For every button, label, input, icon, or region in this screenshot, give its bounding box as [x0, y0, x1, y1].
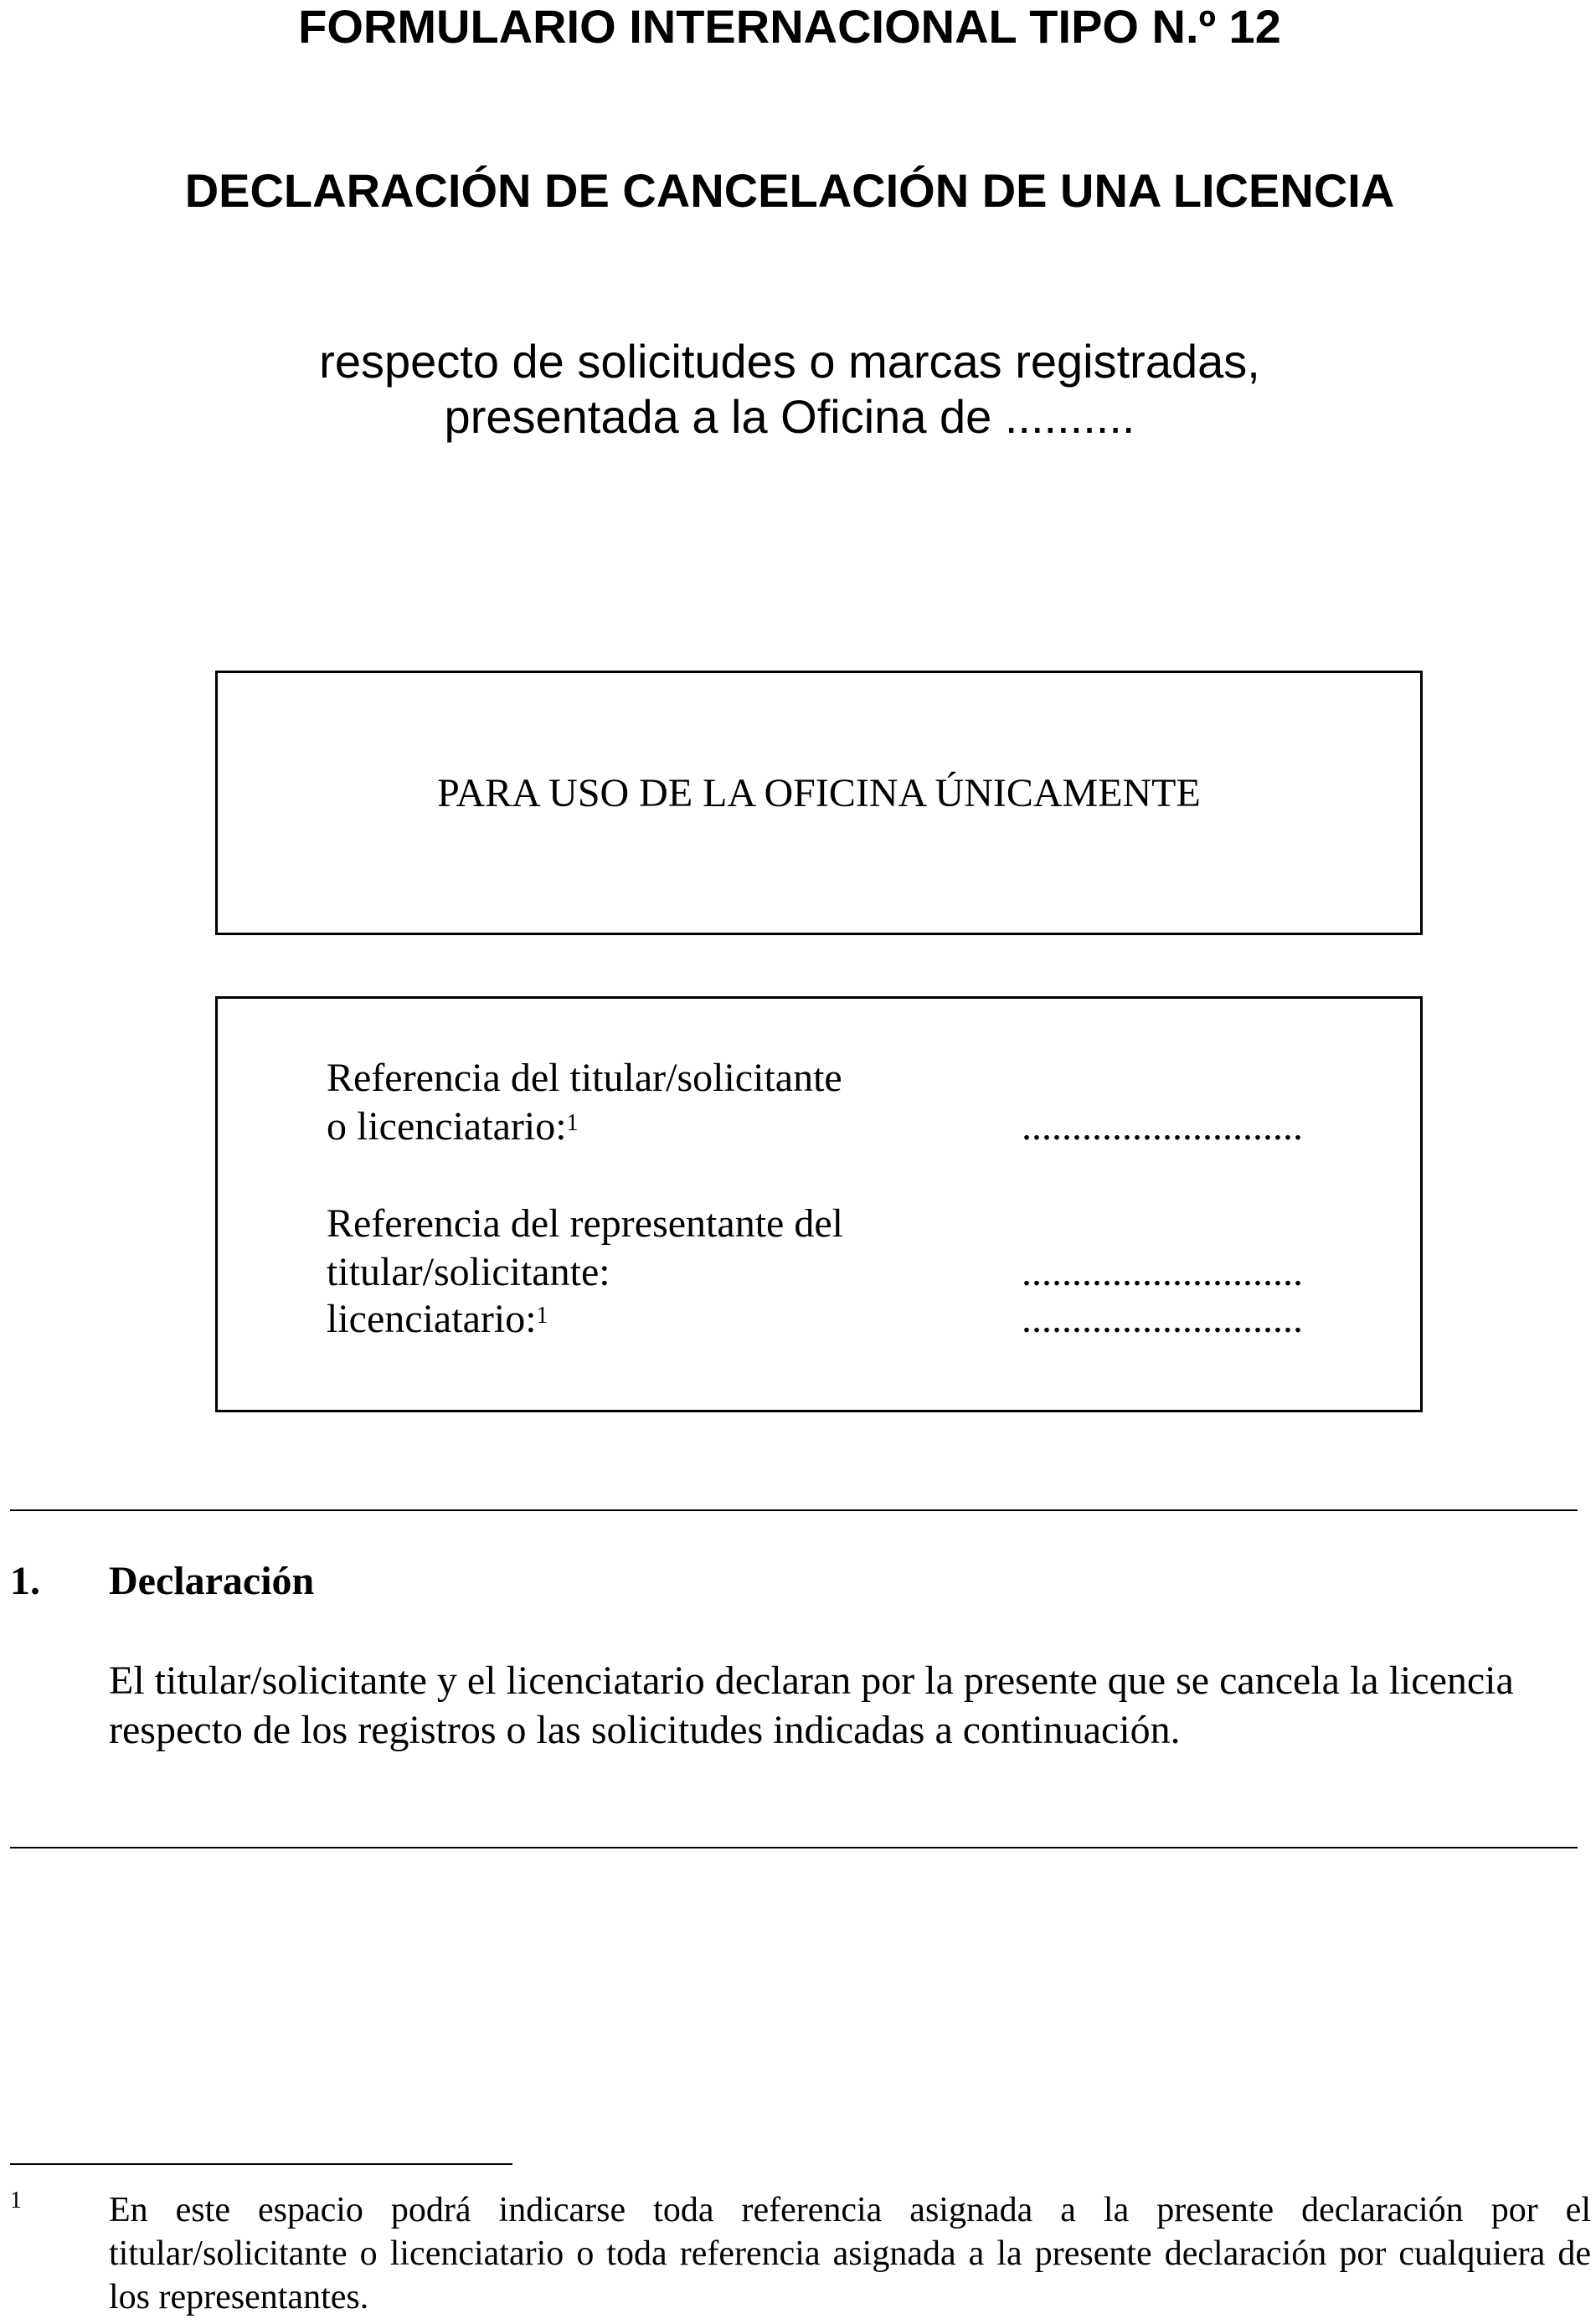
reference-box — [215, 996, 1423, 1412]
rep-reference-label-line1: Referencia del representante del — [327, 1201, 843, 1246]
section-title: Declaración — [109, 1559, 315, 1603]
footnote-text: En este espacio podrá indicarse toda referencia asignada a la presente declaración por el titular/solicitante o licenciatario o toda referencia asignada a la presente declaración por cualquiera de los representantes. — [109, 2191, 1591, 2316]
subtitle-line-2: presentada a la Oficina de .......... — [444, 390, 1135, 443]
rep-reference-label-line3 — [327, 1295, 548, 1344]
holder-reference-field[interactable]: ............................ — [1022, 1104, 1303, 1149]
form-number-title: FORMULARIO INTERNACIONAL TIPO N.º 12 — [298, 0, 1281, 53]
section-divider-bottom — [10, 1847, 1578, 1848]
rep-licensee-label-text: licenciatario: — [327, 1297, 537, 1341]
section-divider-top — [10, 1509, 1578, 1511]
holder-reference-label-text: o licenciatario: — [327, 1104, 567, 1149]
rep-holder-reference-field[interactable]: ............................ — [1022, 1250, 1303, 1294]
section-number: 1. — [10, 1559, 40, 1603]
footnote-ref-2[interactable]: 1 — [536, 1303, 548, 1329]
footnote-marker: 1 — [10, 2188, 22, 2213]
form-heading-title: DECLARACIÓN DE CANCELACIÓN DE UNA LICENCIA — [184, 164, 1395, 217]
office-use-label: PARA USO DE LA OFICINA ÚNICAMENTE — [437, 771, 1201, 815]
subtitle-line-1: respecto de solicitudes o marcas registradas, — [319, 335, 1260, 388]
holder-reference-label-line1: Referencia del titular/solicitante — [327, 1056, 842, 1100]
declaration-paragraph: El titular/solicitante y el licenciatario declaran por la presente que se cancela la licencia respecto de los registros o las solicitudes indicadas a continuación. — [109, 1658, 1514, 1752]
rep-licensee-reference-field[interactable]: ............................ — [1022, 1297, 1303, 1341]
holder-reference-label-line2 — [327, 1103, 579, 1151]
footnote-separator — [10, 2163, 512, 2165]
footnote-ref-1[interactable]: 1 — [566, 1110, 579, 1136]
office-use-box — [215, 671, 1423, 935]
rep-reference-label-line2: titular/solicitante: — [327, 1250, 610, 1294]
